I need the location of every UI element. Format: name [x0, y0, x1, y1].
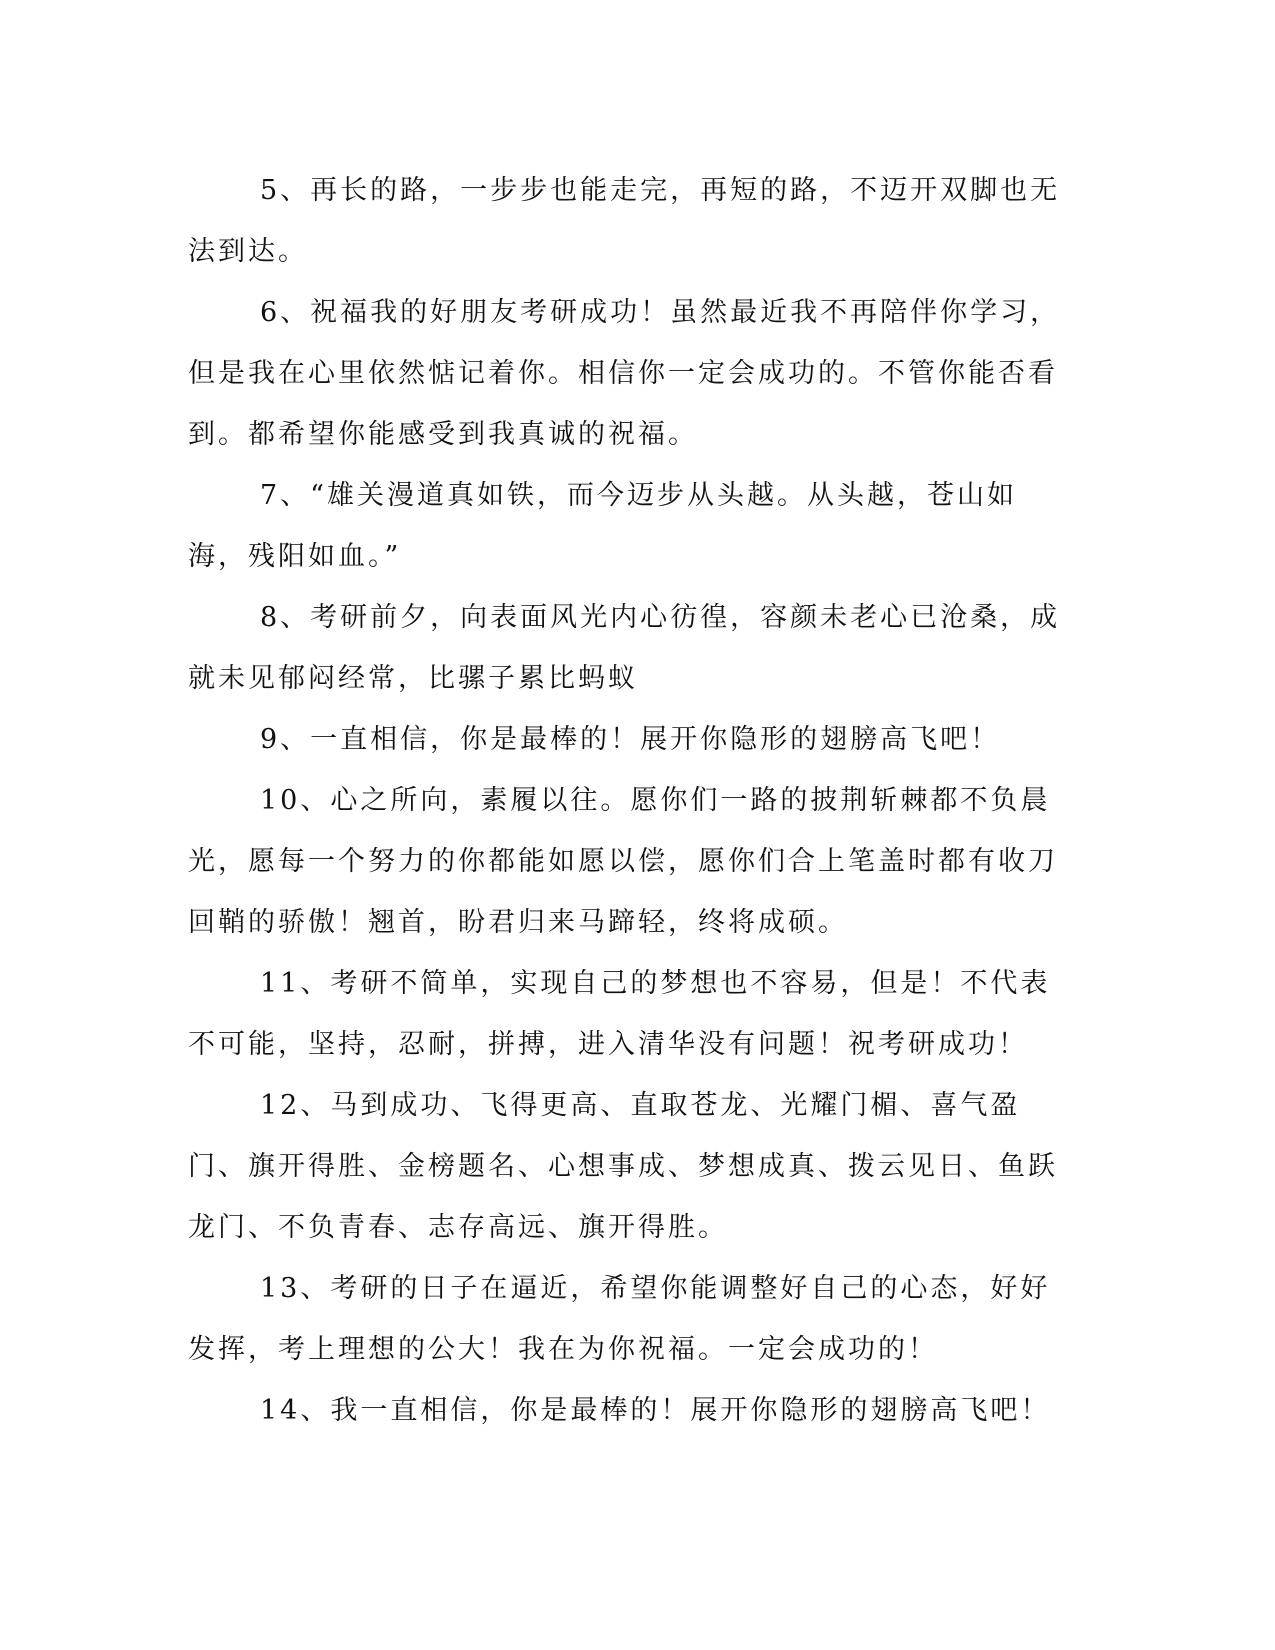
paragraph-5: 5、再长的路，一步步也能走完，再短的路，不迈开双脚也无法到达。: [188, 175, 1061, 267]
paragraph-10: 10、心之所向，素履以往。愿你们一路的披荆斩棘都不负晨光，愿每一个努力的你都能如愿以偿，愿你们合上笔盖时都有收刀回鞘的骄傲！翘首，盼君归来马蹄轻，终将成硕。: [188, 785, 1058, 938]
paragraph-13: 13、考研的日子在逼近，希望你能调整好自己的心态，好好发挥，考上理想的公大！我在为你祝福。一定会成功的！: [188, 1273, 1051, 1365]
paragraph-9: 9、一直相信，你是最棒的！展开你隐形的翅膀高飞吧！: [260, 724, 1001, 755]
paragraph-14: 14、我一直相信，你是最棒的！展开你隐形的翅膀高飞吧！: [260, 1395, 1051, 1426]
paragraph-12: 12、马到成功、飞得更高、直取苍龙、光耀门楣、喜气盈门、旗开得胜、金榜题名、心想事成、梦想成真、拨云见日、鱼跃龙门、不负青春、志存高远、旗开得胜。: [188, 1090, 1058, 1243]
paragraph-8: 8、考研前夕，向表面风光内心彷徨，容颜未老心已沧桑，成就未见郁闷经常，比骡子累比蚂蚁: [188, 602, 1061, 694]
paragraph-6: 6、祝福我的好朋友考研成功！虽然最近我不再陪伴你学习，但是我在心里依然惦记着你。相信你一定会成功的。不管你能否看到。都希望你能感受到我真诚的祝福。: [188, 297, 1061, 450]
paragraph-11: 11、考研不简单，实现自己的梦想也不容易，但是！不代表不可能，坚持，忍耐，拼搏，进入清华没有问题！祝考研成功！: [188, 968, 1051, 1060]
document-body: [188, 160, 1068, 1441]
paragraph-7: 7、“雄关漫道真如铁，而今迈步从头越。从头越，苍山如海，残阳如血。”: [188, 480, 1017, 572]
